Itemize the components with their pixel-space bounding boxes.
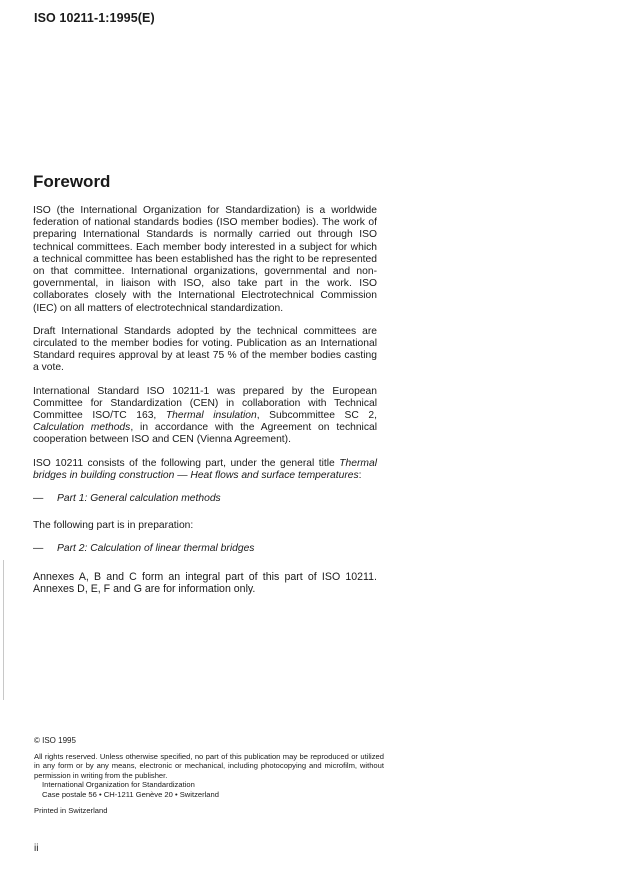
dash-bullet: — [33, 543, 44, 555]
page-title: Foreword [33, 172, 111, 191]
printed-in: Printed in Switzerland [34, 805, 108, 815]
text-fragment: : [358, 469, 362, 481]
document-id: ISO 10211-1:1995(E) [34, 11, 155, 25]
part2-title: Part 2: Calculation of linear thermal bridges [57, 543, 255, 555]
text-fragment: International Standard ISO 10211-1 was prepared by the European Committee for Standardization (CEN) in collaboration with Technical Committee ISO/TC 163, [33, 385, 377, 422]
general-title: Thermal bridges in building construction — Heat flows and surface temperatures [33, 457, 377, 481]
text-fragment: , Subcommittee SC 2, [256, 410, 377, 422]
committee-title: Thermal insulation [165, 410, 257, 422]
paragraph-draft-standards: Draft International Standards adopted by the technical committees are circulated to the member bodies for voting. Publication as an International Standard requires approval by at least 75 % of the member bodies casting a vote. [33, 325, 377, 374]
copyright-block [34, 736, 384, 815]
paragraph-prepared-by [33, 386, 377, 447]
paragraph-in-preparation: The following part is in preparation: [33, 520, 194, 532]
dash-bullet: — [33, 493, 44, 505]
text-fragment: , in accordance with the Agreement on technical cooperation between ISO and CEN (Vienna Agreement). [33, 422, 378, 446]
org-address: Case postale 56 • CH-1211 Genève 20 • Switzerland [42, 789, 219, 799]
rights-notice: All rights reserved. Unless otherwise specified, no part of this publication may be reproduced or utilized in any form or by any means, electronic or mechanical, including photocopying and microfilm, without permission in writing from the publisher. [34, 751, 384, 780]
text-fragment: ISO 10211 consists of the following part, under the general title [33, 457, 340, 469]
copyright-symbol: © ISO 1995 [34, 736, 76, 745]
page-number: ii [34, 843, 39, 854]
page-edge-line [3, 560, 4, 700]
org-name: International Organization for Standardization [42, 780, 195, 790]
paragraph-iso-intro: ISO (the International Organization for Standardization) is a worldwide federation of national standards bodies (ISO member bodies). The work of preparing International Standards is normally carried out through ISO technical committees. Each member body interested in a subject for which a technical committee has been established has the right to be represented on that committee. International organizations, governmental and non-governmental, in liaison with ISO, also take part in the work. ISO collaborates closely with the International Electrotechnical Commission (IEC) on all matters of electrotechnical standardization. [33, 205, 377, 314]
paragraph-annexes: Annexes A, B and C form an integral part of this part of ISO 10211. Annexes D, E, F and G are for information only. [33, 570, 377, 595]
list-item-part1 [33, 493, 377, 505]
list-item-part2 [33, 543, 377, 555]
subcommittee-title: Calculation methods [33, 422, 131, 434]
paragraph-parts [33, 458, 377, 482]
part1-title: Part 1: General calculation methods [57, 493, 221, 505]
foreword-body [33, 205, 377, 606]
